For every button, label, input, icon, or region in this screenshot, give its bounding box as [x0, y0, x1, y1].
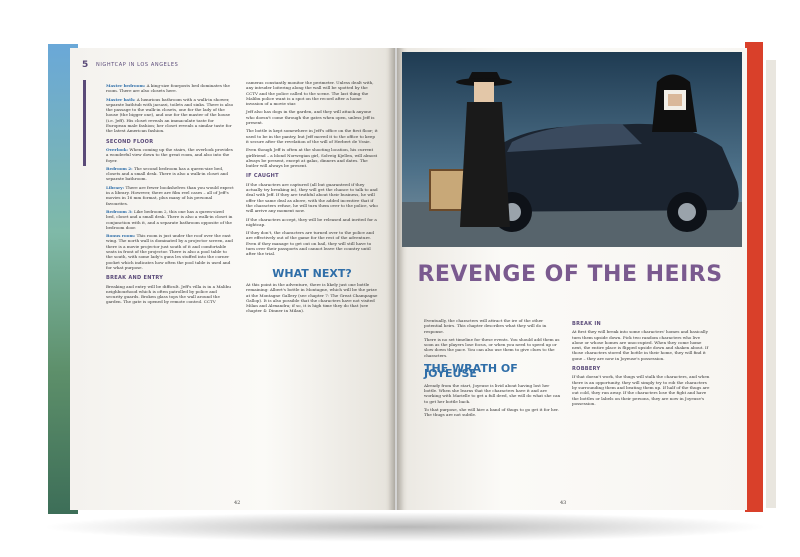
- body-paragraph: [424, 407, 562, 418]
- body-paragraph: [572, 329, 712, 361]
- right-page-number: 43: [560, 500, 567, 506]
- paragraph-lead: Library:: [106, 184, 125, 190]
- body-paragraph: [424, 383, 562, 404]
- paragraph-lead: Bedroom 3:: [106, 208, 133, 214]
- paragraph-lead: Master bath:: [106, 96, 136, 102]
- paragraph-lead: Bedroom 2:: [106, 165, 133, 171]
- section-heading: SECOND FLOOR: [106, 138, 154, 145]
- paragraph-lead: Bonus room:: [106, 233, 136, 239]
- body-paragraph: [424, 337, 562, 358]
- body-paragraph: [572, 374, 712, 406]
- section-heading: BREAK IN: [572, 321, 602, 327]
- paragraph-text: When coming up the stairs, the overlook provides a wonderful view down to the great room, and also into the foyer.: [106, 146, 233, 163]
- section-title: WHAT NEXT?: [272, 266, 352, 280]
- body-paragraph: [424, 318, 562, 334]
- paragraph-text: The bottle is kept somewhere in Jeff's office on the first floor; it used to be in the pantry, but Jeff moved it to the office to keep it secure after the revelation of the will of Herbert de Vraie.: [246, 128, 378, 144]
- paragraph-lead: Master bedroom:: [106, 83, 146, 88]
- paragraph-text: If they don't, the characters are turned over to the police and are effectively out of the game for the rest of the adventure. Even if they manage to get out on bail, they will still have to turn over their passports and cannot leave the country until after the trial.: [246, 230, 374, 257]
- section-heading: IF CAUGHT: [246, 173, 279, 180]
- left-page-number: 42: [234, 500, 241, 506]
- paragraph-text: Already from the start, Joyeuse is livid about having lost her bottle. When she learns that the characters have it and are working with Marielle to get a full deed, she will do what she can to get her bottle back.: [424, 382, 561, 404]
- section-title: THE WRATH OF JOYEUSE: [424, 362, 518, 381]
- paragraph-text: Like bedroom 2, this one has a queen-sized bed, closet and a small desk. There is also a walk-in closet in conjunction with it, and a separate bathroom opposite of the bedroom door.: [106, 208, 233, 230]
- body-paragraph: [106, 147, 234, 163]
- body-paragraph: [106, 97, 234, 134]
- chapter-heading: REVENGE OF THE HEIRS: [417, 262, 723, 287]
- paragraph-text: The second bedroom has a queen-size bed, closets and a small desk. There is also a walk-in closet and separate bathroom.: [106, 165, 229, 182]
- page-edges: [766, 60, 776, 508]
- paragraph-text: cameras constantly monitor the perimeter. Unless dealt with, any intruder loitering along the wall will be spotted by the CCTV and the police called to the scene. The last thing the Malibu police want is a spot on the record after a home invasion of a movie star.: [246, 80, 374, 107]
- body-paragraph: [246, 182, 378, 214]
- body-paragraph: [106, 83, 234, 94]
- body-paragraph: [106, 209, 234, 230]
- book-cover-right: [745, 42, 763, 512]
- body-paragraph: [246, 230, 378, 256]
- paragraph-text: If the characters are captured (all but guaranteed if they actually try breaking in), they will get the chance to talk to and deal with Jeff. If they are truthful about their business, he will offer the same deal as above, with the added incentive that if the characters refuse, he will turn them over to the police, who will arrive any moment now.: [246, 181, 378, 214]
- paragraph-text: If that doesn't work, the thugs will stalk the characters, and when there is an opportunity, they will simply try to rob the characters by surrounding them and beating them up. If half of the thugs are out cold, they run away. If the characters lose the fight and have the bottles or labels on their persons, they are now in Joyeuse's possession.: [572, 374, 710, 406]
- paragraph-text: To that purpose, she will hire a band of thugs to go get it for her. The thugs are not subtle.: [424, 406, 559, 418]
- paragraph-text: Eventually, the characters will attract the ire of the other potential heirs. This chapter describes what they will do in response.: [424, 318, 547, 334]
- section-heading: BREAK AND ENTRY: [106, 275, 164, 282]
- body-paragraph: [106, 233, 234, 270]
- car-and-nuns-illustration: [402, 52, 742, 247]
- paragraph-text: Breaking and entry will be difficult. Jeff's villa is in a Malibu neighbourhood which is often patrolled by police and security guards. Broken glass tops the wall around the garden. The gate is opened by remote control. CCTV: [106, 283, 231, 305]
- chapter-title: NIGHTCAP IN LOS ANGELES: [96, 62, 179, 68]
- section-heading: ROBBERY: [572, 366, 601, 373]
- chapter-number: 5: [82, 60, 89, 70]
- right-page-column-2: [572, 316, 712, 409]
- right-page-column-1: [424, 318, 562, 420]
- paragraph-text: A king-size fourposts bed dominates the room. There are also closets here.: [106, 83, 230, 94]
- body-paragraph: [246, 217, 378, 228]
- paragraph-text: At this point in the adventure, there is likely just one bottle remaining: Albert's bottle in Montagne, which will be the prize at the Montagne Gallery (see chapter 7: The Great Champagne Gallop). It is also possible that the characters have not visited Milan and Alexandra; if so, it is high time they do that (see chapter 4: Dinner in Milan).: [246, 281, 378, 314]
- body-paragraph: [246, 80, 378, 106]
- body-paragraph: [246, 109, 378, 125]
- body-paragraph: [106, 284, 234, 305]
- left-page-column-1: [106, 83, 234, 308]
- paragraph-text: A luxurious bathroom with a walk-in shower, separate bathtub with jacuzzi, toilets and sinks. There is also the passage to the walk-in closets, one for the lady of the house (the bigger one), and one for the master of the house (i.e. Jeff). His closet reveals an immaculate taste for European male fashion; her closet reveals a similar taste for the latest American fashion.: [106, 96, 234, 134]
- paragraph-text: This room is just under the roof over the east wing. The north wall is dominated by a projector screen, and there is a movie projector just south of it and comfortable seats in front of the projector. There is also a pool table to the south, with some lady's guns les stuffed into the corner pocket which indicates how often the pool table is used and for what purpose.: [106, 233, 233, 270]
- paragraph-text: There are fewer bookshelves than you would expect in a library. However, there are film reel cases – all of Jeff's movies in 16 mm format, plus many of his personal favourites.: [106, 184, 234, 206]
- paragraph-text: If the characters accept, they will be released and invited for a nightcap.: [246, 216, 377, 227]
- book-shadow: [40, 512, 770, 542]
- paragraph-text: Jeff also has dogs in the garden, and they will attack anyone who doesn't come through the gates when open, unless Jeff is present.: [246, 109, 375, 126]
- body-paragraph: [246, 147, 378, 168]
- paragraph-text: At first they will break into some characters' homes and basically turn them upside down. Pick two random characters who live alone or whose homes are unoccupied. When they come home next, the entire place is flipped upside down and shaken about. If those characters stored the bottle in their home, they will find it gone – they are now in Joyeuse's possession.: [572, 329, 709, 361]
- body-paragraph: [106, 166, 234, 182]
- paragraph-lead: Overlook:: [106, 146, 129, 152]
- left-page-column-2: [246, 80, 378, 317]
- body-paragraph: [246, 128, 378, 144]
- paragraph-text: Even though Jeff is often at the shooting location, his current girlfriend – a blond Norwegian girl, Solveig Kjellen, will almost always be present, except at galas, dinners and dates. The butler will always be present.: [246, 147, 378, 169]
- sidebar-accent-bar: [83, 80, 86, 166]
- body-paragraph: [246, 282, 378, 314]
- paragraph-text: There is no set timeline for these events. You should add them as soon as the players lose focus, or when you need to speed up or slow down the pace. You can also use them to give clues to the characters.: [424, 336, 560, 358]
- body-paragraph: [106, 185, 234, 206]
